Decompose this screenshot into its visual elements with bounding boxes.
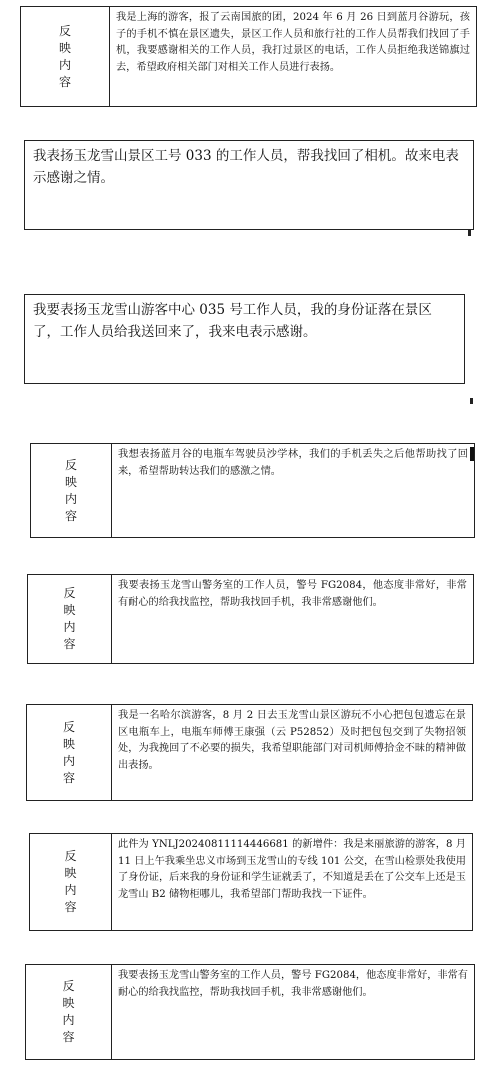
entry-text: 我要表扬玉龙雪山警务室的工作人员，警号 FG2084，他态度非常好，非常有耐心的给我找监控，帮助我找回手机，我非常感谢他们。 (112, 965, 475, 1060)
complaint-form-8 (25, 964, 475, 1060)
page-mark (468, 230, 471, 236)
label-char: 映 (63, 603, 76, 617)
label-char: 容 (62, 1030, 75, 1044)
entry-text: 我想表扬蓝月谷的电瓶车驾驶员沙学林，我们的手机丢失之后他帮助找了回来，希望帮助转达我们的感激之情。 (112, 444, 475, 538)
label-cell (26, 965, 112, 1060)
label-char: 内 (58, 57, 71, 72)
label-cell (31, 444, 112, 538)
complaint-form-1 (20, 6, 477, 107)
label-char: 反 (62, 979, 75, 993)
label-char: 映 (64, 474, 77, 489)
entry-text: 我表扬玉龙雪山景区工号 033 的工作人员，帮我找回了相机。故来电表示感谢之情。 (33, 148, 459, 186)
label-char: 映 (62, 996, 75, 1010)
praise-note-3 (24, 294, 465, 384)
label-char: 内 (63, 620, 76, 634)
page-mark (470, 398, 473, 404)
entry-text: 我是一名哈尔滨游客，8 月 2 日去玉龙雪山景区游玩不小心把包包遗忘在景区电瓶车上，电瓶车师傅王康强（云 P52852）及时把包包交到了失物招领处，为我挽回了不必要的损失，我希望职能部门对司机师傅拾金不昧的精神做出表扬。 (112, 705, 473, 801)
label-char: 映 (62, 736, 75, 751)
label-cell (21, 7, 110, 107)
entry-text: 我要表扬玉龙雪山警务室的工作人员，警号 FG2084，他态度非常好，非常有耐心的给我找监控，帮助我找回手机，我非常感谢他们。 (112, 575, 474, 664)
label-char: 映 (58, 40, 71, 55)
entry-text: 我要表扬玉龙雪山游客中心 035 号工作人员，我的身份证落在景区了，工作人员给我送回来了，我来电表示感谢。 (33, 302, 432, 340)
complaint-form-6 (26, 704, 473, 801)
label-char: 内 (62, 753, 75, 768)
label-char: 容 (64, 900, 77, 914)
label-char: 内 (64, 883, 77, 897)
label-char: 反 (64, 849, 77, 863)
entry-text: 我是上海的游客，报了云南国旅的团，2024 年 6 月 26 日到蓝月谷游玩，孩子的手机不慎在景区遗失，景区工作人员和旅行社的工作人员帮我们找回了手机，我要感谢相关的工作人员，我打过景区的电话，工作人员拒绝我送锦旗过去，希望政府相关部门对相关工作人员进行表扬。 (110, 7, 477, 107)
label-char: 反 (63, 586, 76, 600)
entry-text: 此件为 YNLJ20240811114446681 的新增件：我是来丽旅游的游客，8 月 11 日上午我乘坐忠义市场到玉龙雪山的专线 101 公交，在雪山检票处我使用了身份证，后来我的身份证和学生证就丢了，不知道是丢在了公交车上还是玉龙雪山 B2 储物柜哪儿，我希望部门帮助我找一下证件。 (112, 834, 473, 931)
label-char: 反 (64, 457, 77, 472)
label-cell (30, 834, 112, 931)
label-char: 内 (62, 1013, 75, 1027)
praise-note-2 (24, 140, 474, 230)
label-char: 容 (62, 770, 75, 785)
label-char: 映 (64, 866, 77, 880)
label-char: 反 (62, 719, 75, 734)
label-cell (28, 575, 112, 664)
complaint-form-5 (27, 574, 474, 664)
complaint-form-7 (29, 833, 473, 931)
label-char: 容 (64, 508, 77, 523)
scan-mark (470, 447, 474, 461)
label-cell (27, 705, 112, 801)
label-char: 容 (58, 74, 71, 89)
complaint-form-4 (30, 443, 475, 538)
label-char: 容 (63, 637, 76, 651)
label-char: 反 (58, 23, 71, 38)
label-char: 内 (64, 491, 77, 506)
